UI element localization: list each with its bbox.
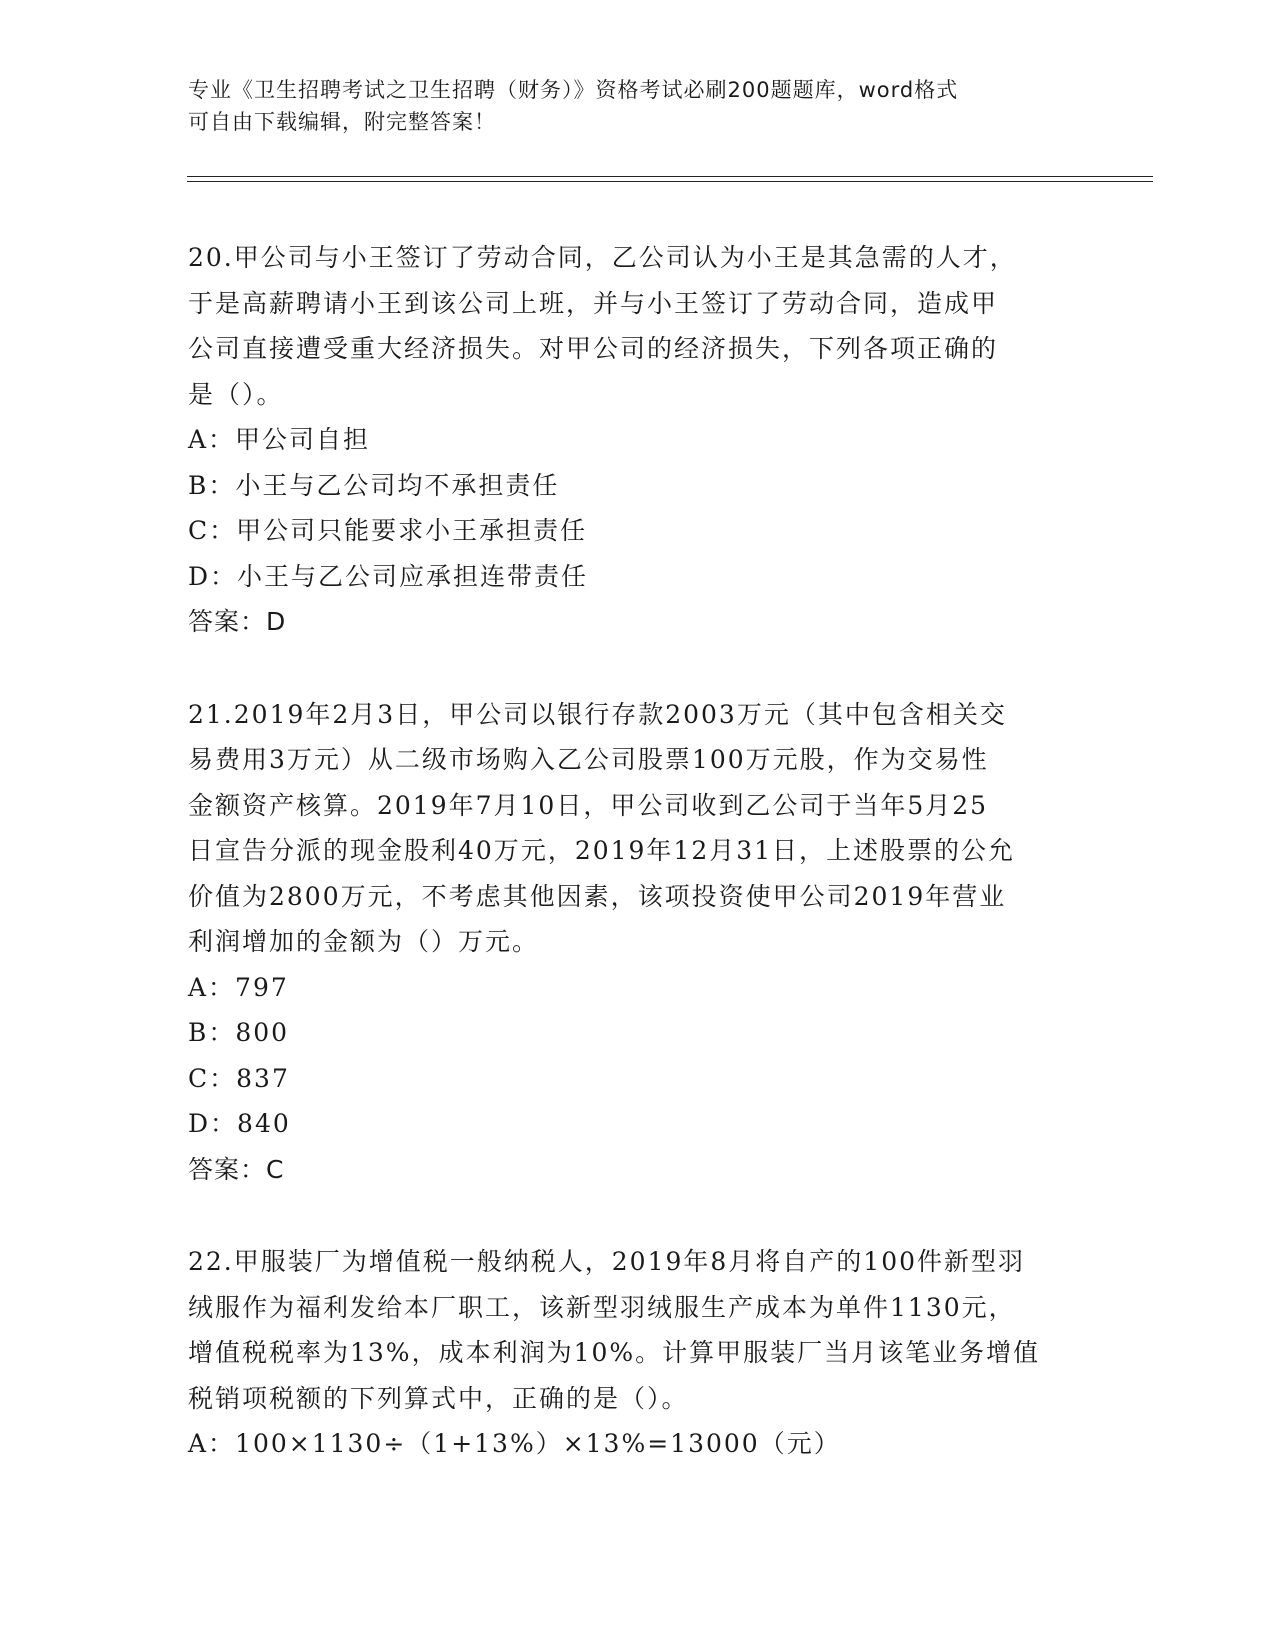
stem-line: 22.甲服装厂为增值税一般纳税人，2019年8月将自产的100件新型羽 xyxy=(188,1247,1026,1276)
option-c: C：甲公司只能要求小王承担责任 xyxy=(188,516,588,545)
stem-line: 金额资产核算。2019年7月10日，甲公司收到乙公司于当年5月25 xyxy=(188,790,989,820)
question-spacer xyxy=(188,1192,1088,1239)
option-a: A：甲公司自担 xyxy=(188,425,371,454)
stem-line: 日宣告分派的现金股利40万元，2019年12月31日，上述股票的公允 xyxy=(188,836,1016,865)
stem-line: 20.甲公司与小王签订了劳动合同，乙公司认为小王是其急需的人才， xyxy=(188,243,1017,272)
option-c: C：837 xyxy=(188,1063,290,1093)
option-d: D：840 xyxy=(188,1109,291,1138)
header-divider-bottom xyxy=(187,181,1153,182)
question-list xyxy=(188,235,1088,1467)
stem-line: 21.2019年2月3日，甲公司以银行存款2003万元（其中包含相关交 xyxy=(188,699,1007,729)
question-stem xyxy=(188,235,1088,417)
option-b: B：小王与乙公司均不承担责任 xyxy=(188,470,560,500)
stem-line: 易费用3万元）从二级市场购入乙公司股票100万元股，作为交易性 xyxy=(188,745,989,774)
question-22 xyxy=(188,1239,1088,1467)
question-21 xyxy=(188,692,1088,1193)
stem-line: 于是高薪聘请小王到该公司上班，并与小王签订了劳动合同，造成甲 xyxy=(188,288,999,318)
stem-line: 公司直接遭受重大经济损失。对甲公司的经济损失，下列各项正确的 xyxy=(188,334,999,363)
option-a: A：100×1130÷（1+13%）×13%=13000（元） xyxy=(188,1429,841,1458)
option-d: D：小王与乙公司应承担连带责任 xyxy=(188,561,589,591)
option-a: A：797 xyxy=(188,972,289,1002)
question-20 xyxy=(188,235,1088,645)
stem-line: 增值税税率为13%，成本利润为10%。计算甲服装厂当月该笔业务增值 xyxy=(188,1338,1041,1367)
header-line-1: 专业《卫生招聘考试之卫生招聘（财务）》资格考试必刷200题题库，word格式 xyxy=(188,78,959,102)
option-b: B：800 xyxy=(188,1018,290,1047)
document-header xyxy=(188,74,1088,138)
stem-line: 绒服作为福利发给本厂职工，该新型羽绒服生产成本为单件1130元， xyxy=(188,1292,1016,1322)
stem-line: 是（）。 xyxy=(188,379,284,409)
answer-label: 答案：D xyxy=(188,607,287,636)
stem-line: 利润增加的金额为（）万元。 xyxy=(188,927,540,956)
question-stem xyxy=(188,1239,1088,1421)
question-spacer xyxy=(188,645,1088,692)
header-divider-top xyxy=(187,176,1153,177)
answer-label: 答案：C xyxy=(188,1154,285,1184)
stem-line: 价值为2800万元，不考虑其他因素，该项投资使甲公司2019年营业 xyxy=(188,881,1007,911)
header-line-2: 可自由下载编辑，附完整答案！ xyxy=(188,110,496,134)
stem-line: 税销项税额的下列算式中，正确的是（）。 xyxy=(188,1383,689,1413)
question-stem xyxy=(188,692,1088,965)
